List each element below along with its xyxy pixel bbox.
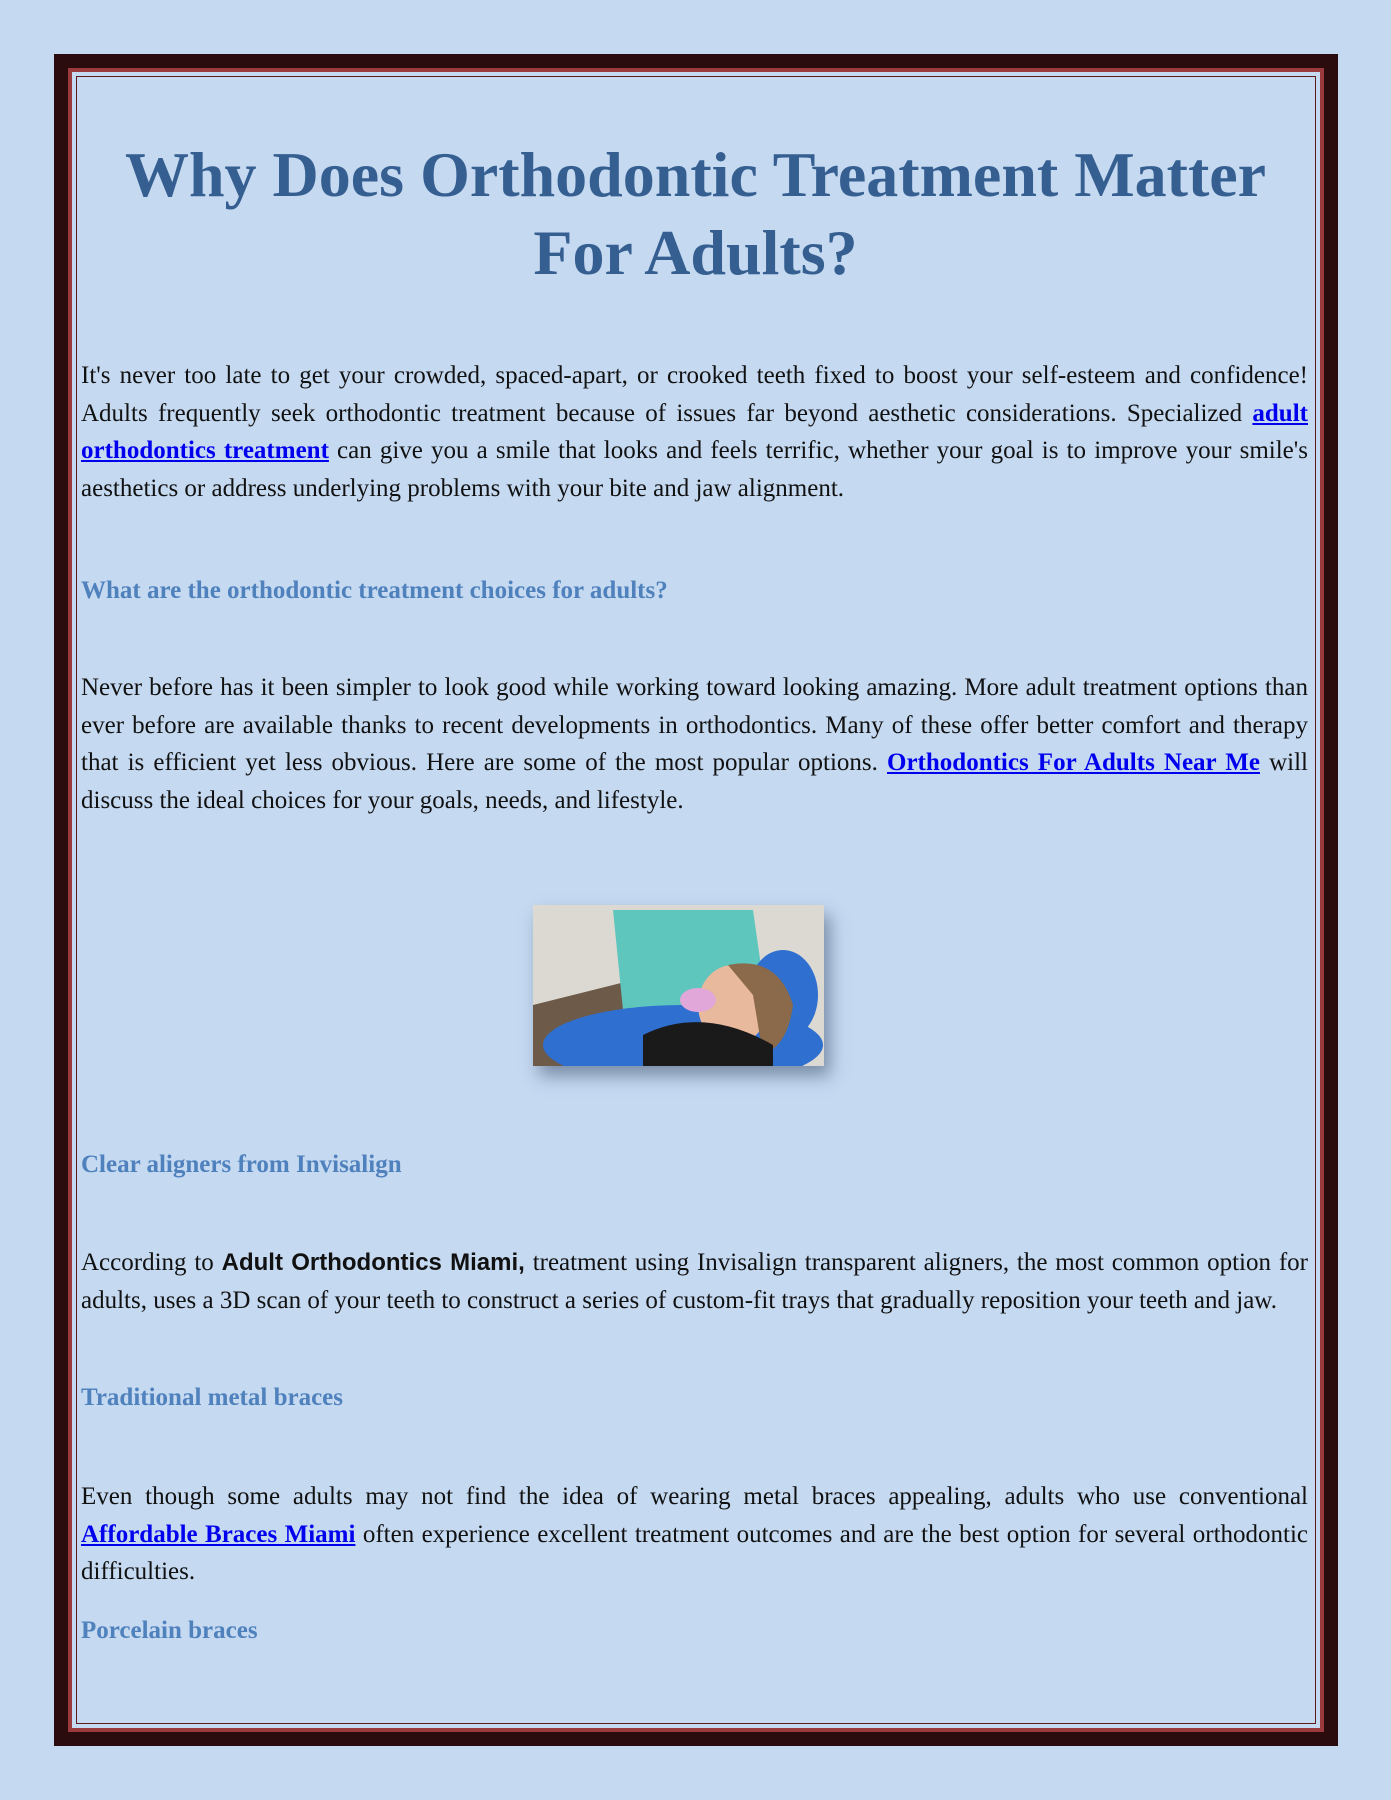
page-title: Why Does Orthodontic Treatment Matter For Adults?	[124, 139, 1267, 288]
intro-paragraph	[81, 357, 1308, 507]
heading-clear-aligners: Clear aligners from Invisalign	[81, 1151, 402, 1178]
metal-braces-paragraph	[81, 1478, 1308, 1591]
text: often experience excellent treatment outcomes and are the best option for several orthodontic difficulties.	[81, 1520, 1309, 1585]
text: It's never too late to get your crowded, spaced-apart, or crooked teeth fixed to boost your self-esteem and confidence! Adults frequently seek orthodontic treatment because of issues far beyond aesthetic considerations. Specialized	[81, 362, 1308, 427]
heading-metal-braces: Traditional metal braces	[81, 1384, 343, 1411]
affordable-braces-link[interactable]: Affordable Braces Miami	[81, 1520, 356, 1548]
options-paragraph	[81, 669, 1308, 819]
orthodontics-near-me-link[interactable]: Orthodontics For Adults Near Me	[887, 749, 1260, 776]
heading-porcelain-braces: Porcelain braces	[81, 1617, 258, 1644]
text: According to	[81, 1249, 222, 1276]
text: will discuss the ideal choices for your goals, needs, and lifestyle.	[81, 749, 1308, 814]
heading-treatment-choices: What are the orthodontic treatment choices for adults?	[81, 577, 668, 604]
adult-orthodontics-link[interactable]: adult orthodontics treatment	[81, 399, 1308, 464]
text: treatment using Invisalign transparent aligners, the most common option for adults, uses a 3D scan of your teeth to construct a series of custom-fit trays that gradually reposition your teeth and jaw.	[81, 1249, 1308, 1314]
text: can give you a smile that looks and feels terrific, whether your goal is to improve your smile's aesthetics or address underlying problems with your bite and jaw alignment.	[81, 437, 1308, 502]
bold-text: Adult Orthodontics Miami,	[221, 1249, 525, 1276]
aligners-paragraph	[81, 1244, 1308, 1319]
text: Never before has it been simpler to look good while working toward looking amazing. More adult treatment options than ever before are available thanks to recent developments in orthodontics. Many of these offer better comfort and therapy that is efficient yet less obvious. Here are some of the most popular options.	[81, 674, 1308, 776]
dental-photo	[533, 905, 824, 1066]
text: Even though some adults may not find the idea of wearing metal braces appealing, adults who use conventional	[81, 1483, 1308, 1510]
